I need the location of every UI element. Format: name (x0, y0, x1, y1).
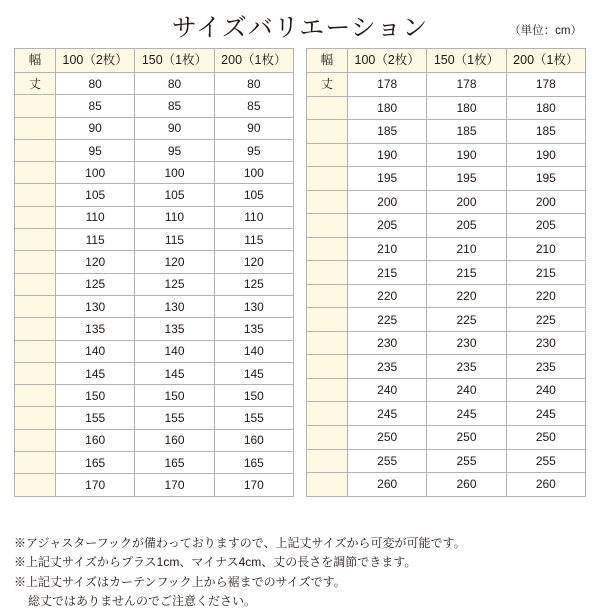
table-row (307, 214, 586, 238)
cell-value: 95 (56, 139, 135, 161)
cell-value: 165 (135, 452, 214, 474)
table-row (307, 331, 586, 355)
cell-value: 150 (135, 385, 214, 407)
cell-value: 95 (214, 139, 293, 161)
cell-value: 250 (348, 425, 427, 449)
cell-value: 235 (427, 355, 506, 379)
notes-block (14, 534, 590, 612)
table-row (307, 143, 586, 167)
cell-value: 210 (427, 237, 506, 261)
table-row (15, 95, 294, 117)
row-axis-spacer (307, 120, 348, 144)
cell-value: 150 (214, 385, 293, 407)
row-axis-spacer (15, 295, 56, 317)
row-axis-spacer (307, 378, 348, 402)
cell-value: 210 (348, 237, 427, 261)
table-row (15, 474, 294, 496)
cell-value: 185 (506, 120, 585, 144)
table-row (15, 139, 294, 161)
row-axis-spacer (307, 143, 348, 167)
note-line-3: ※上記丈サイズはカーテンフック上から裾までのサイズです。 (14, 574, 346, 589)
cell-value: 155 (135, 407, 214, 429)
cell-value: 220 (427, 284, 506, 308)
table-row (15, 184, 294, 206)
row-axis-spacer (307, 355, 348, 379)
cell-value: 140 (56, 340, 135, 362)
table-row (307, 96, 586, 120)
cell-value: 90 (135, 117, 214, 139)
row-axis-spacer (307, 261, 348, 285)
table-header-row (15, 49, 294, 73)
size-table-left (14, 48, 294, 497)
cell-value: 130 (56, 295, 135, 317)
table-row (307, 402, 586, 426)
row-axis-spacer (15, 206, 56, 228)
table-row (307, 261, 586, 285)
table-row (307, 284, 586, 308)
cell-value: 110 (56, 206, 135, 228)
cell-value: 215 (427, 261, 506, 285)
row-axis-spacer (15, 229, 56, 251)
table-corner-label: 幅 (307, 49, 348, 73)
table-header-row (307, 49, 586, 73)
cell-value: 170 (214, 474, 293, 496)
cell-value: 200 (348, 190, 427, 214)
cell-value: 100 (56, 162, 135, 184)
table-row (15, 452, 294, 474)
row-axis-spacer (307, 167, 348, 191)
table-row (15, 162, 294, 184)
column-header-100: 100（2枚） (56, 49, 135, 73)
cell-value: 178 (427, 73, 506, 97)
table-row (307, 73, 586, 97)
column-header-200: 200（1枚） (214, 49, 293, 73)
cell-value: 200 (427, 190, 506, 214)
cell-value: 140 (214, 340, 293, 362)
cell-value: 125 (56, 273, 135, 295)
cell-value: 120 (56, 251, 135, 273)
cell-value: 195 (506, 167, 585, 191)
table-row (15, 362, 294, 384)
cell-value: 90 (214, 117, 293, 139)
cell-value: 180 (348, 96, 427, 120)
row-axis-label: 丈 (307, 73, 348, 97)
cell-value: 240 (348, 378, 427, 402)
cell-value: 95 (135, 139, 214, 161)
cell-value: 135 (56, 318, 135, 340)
cell-value: 185 (427, 120, 506, 144)
cell-value: 178 (348, 73, 427, 97)
cell-value: 250 (427, 425, 506, 449)
cell-value: 85 (135, 95, 214, 117)
cell-value: 85 (214, 95, 293, 117)
cell-value: 220 (348, 284, 427, 308)
table-row (15, 229, 294, 251)
table-row (15, 73, 294, 95)
row-axis-spacer (15, 452, 56, 474)
cell-value: 205 (506, 214, 585, 238)
cell-value: 125 (135, 273, 214, 295)
cell-value: 180 (506, 96, 585, 120)
row-axis-spacer (15, 139, 56, 161)
note-line-2: ※上記丈サイズからプラス1cm、マイナス4cm、丈の長さを調節できます。 (14, 555, 417, 570)
row-axis-spacer (307, 402, 348, 426)
table-row (307, 378, 586, 402)
table-corner-label: 幅 (15, 49, 56, 73)
cell-value: 125 (214, 273, 293, 295)
row-axis-spacer (15, 385, 56, 407)
row-axis-spacer (15, 184, 56, 206)
row-axis-spacer (307, 190, 348, 214)
table-row (15, 385, 294, 407)
cell-value: 145 (135, 362, 214, 384)
row-axis-spacer (307, 237, 348, 261)
cell-value: 178 (506, 73, 585, 97)
cell-value: 245 (506, 402, 585, 426)
cell-value: 195 (427, 167, 506, 191)
cell-value: 215 (348, 261, 427, 285)
row-axis-spacer (15, 273, 56, 295)
table-row (15, 340, 294, 362)
cell-value: 230 (506, 331, 585, 355)
cell-value: 220 (506, 284, 585, 308)
row-axis-spacer (15, 362, 56, 384)
table-row (307, 237, 586, 261)
cell-value: 230 (348, 331, 427, 355)
cell-value: 120 (214, 251, 293, 273)
row-axis-spacer (15, 429, 56, 451)
cell-value: 110 (214, 206, 293, 228)
cell-value: 165 (214, 452, 293, 474)
cell-value: 235 (348, 355, 427, 379)
cell-value: 160 (56, 429, 135, 451)
note-line-4: 総丈ではありませんのでご注意ください。 (28, 594, 257, 609)
unit-note: （単位：cm） (509, 25, 582, 37)
cell-value: 130 (214, 295, 293, 317)
column-header-150: 150（1枚） (427, 49, 506, 73)
table-row (307, 190, 586, 214)
table-row (307, 473, 586, 497)
cell-value: 180 (427, 96, 506, 120)
table-row (307, 449, 586, 473)
table-row (307, 308, 586, 332)
table-row (15, 273, 294, 295)
row-axis-spacer (307, 331, 348, 355)
cell-value: 105 (214, 184, 293, 206)
cell-value: 170 (135, 474, 214, 496)
cell-value: 190 (506, 143, 585, 167)
cell-value: 260 (506, 473, 585, 497)
cell-value: 170 (56, 474, 135, 496)
row-axis-spacer (307, 449, 348, 473)
table-row (15, 295, 294, 317)
cell-value: 155 (56, 407, 135, 429)
column-header-150: 150（1枚） (135, 49, 214, 73)
cell-value: 155 (214, 407, 293, 429)
row-axis-spacer (307, 308, 348, 332)
cell-value: 160 (135, 429, 214, 451)
table-row (15, 251, 294, 273)
cell-value: 240 (427, 378, 506, 402)
cell-value: 115 (214, 229, 293, 251)
cell-value: 100 (135, 162, 214, 184)
cell-value: 140 (135, 340, 214, 362)
cell-value: 80 (56, 73, 135, 95)
cell-value: 210 (506, 237, 585, 261)
cell-value: 255 (427, 449, 506, 473)
cell-value: 255 (348, 449, 427, 473)
row-axis-label: 丈 (15, 73, 56, 95)
cell-value: 135 (135, 318, 214, 340)
cell-value: 130 (135, 295, 214, 317)
cell-value: 90 (56, 117, 135, 139)
row-axis-spacer (307, 96, 348, 120)
cell-value: 145 (214, 362, 293, 384)
cell-value: 190 (348, 143, 427, 167)
cell-value: 205 (427, 214, 506, 238)
row-axis-spacer (15, 474, 56, 496)
cell-value: 230 (427, 331, 506, 355)
row-axis-spacer (307, 473, 348, 497)
column-header-100: 100（2枚） (348, 49, 427, 73)
cell-value: 105 (135, 184, 214, 206)
row-axis-spacer (15, 95, 56, 117)
table-row (15, 206, 294, 228)
cell-value: 145 (56, 362, 135, 384)
cell-value: 115 (56, 229, 135, 251)
table-row (307, 355, 586, 379)
cell-value: 260 (348, 473, 427, 497)
note-line-1: ※アジャスターフックが備わっておりますので、上記丈サイズから可変が可能です。 (14, 536, 466, 550)
row-axis-spacer (307, 425, 348, 449)
row-axis-spacer (15, 162, 56, 184)
cell-value: 245 (348, 402, 427, 426)
cell-value: 190 (427, 143, 506, 167)
table-row (15, 117, 294, 139)
cell-value: 240 (506, 378, 585, 402)
cell-value: 215 (506, 261, 585, 285)
cell-value: 120 (135, 251, 214, 273)
table-row (307, 120, 586, 144)
cell-value: 200 (506, 190, 585, 214)
table-row (307, 425, 586, 449)
table-row (15, 318, 294, 340)
cell-value: 205 (348, 214, 427, 238)
row-axis-spacer (15, 318, 56, 340)
row-axis-spacer (307, 284, 348, 308)
cell-value: 80 (214, 73, 293, 95)
cell-value: 250 (506, 425, 585, 449)
cell-value: 165 (56, 452, 135, 474)
table-row (15, 407, 294, 429)
cell-value: 255 (506, 449, 585, 473)
cell-value: 260 (427, 473, 506, 497)
cell-value: 225 (427, 308, 506, 332)
size-tables (14, 48, 586, 497)
cell-value: 80 (135, 73, 214, 95)
cell-value: 185 (348, 120, 427, 144)
cell-value: 150 (56, 385, 135, 407)
table-row (15, 429, 294, 451)
cell-value: 225 (348, 308, 427, 332)
size-table-right (306, 48, 586, 497)
cell-value: 235 (506, 355, 585, 379)
row-axis-spacer (15, 407, 56, 429)
cell-value: 160 (214, 429, 293, 451)
row-axis-spacer (15, 340, 56, 362)
cell-value: 115 (135, 229, 214, 251)
cell-value: 85 (56, 95, 135, 117)
cell-value: 100 (214, 162, 293, 184)
row-axis-spacer (307, 214, 348, 238)
cell-value: 225 (506, 308, 585, 332)
cell-value: 195 (348, 167, 427, 191)
row-axis-spacer (15, 117, 56, 139)
page-title: サイズバリエーション (171, 14, 429, 42)
cell-value: 135 (214, 318, 293, 340)
table-row (307, 167, 586, 191)
column-header-200: 200（1枚） (506, 49, 585, 73)
cell-value: 110 (135, 206, 214, 228)
cell-value: 245 (427, 402, 506, 426)
cell-value: 105 (56, 184, 135, 206)
row-axis-spacer (15, 251, 56, 273)
